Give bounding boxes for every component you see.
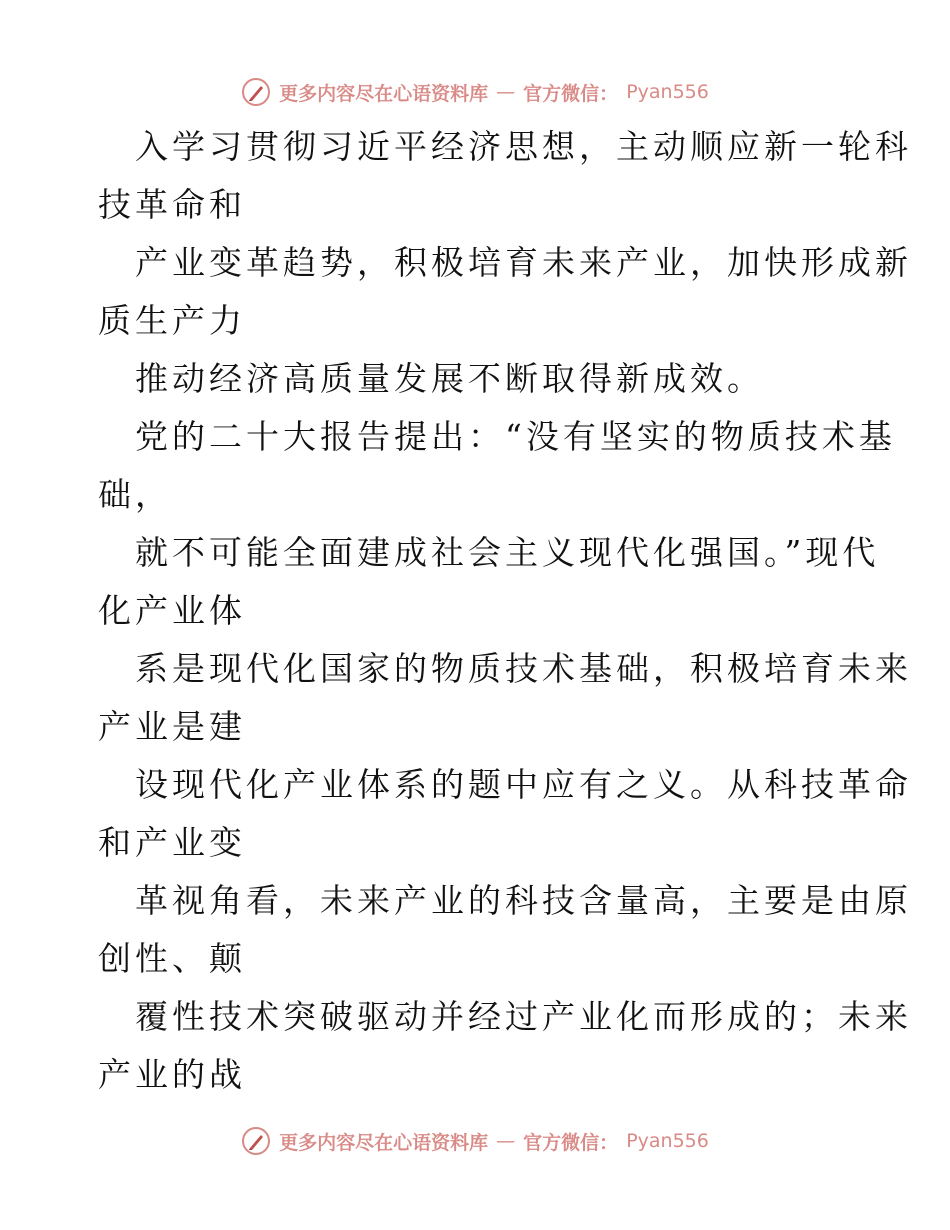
watermark-wechat-label: 官方微信： bbox=[523, 82, 619, 105]
text-line: 系是现代化国家的物质技术基础，积极培育未来 bbox=[135, 649, 912, 688]
text-line: 革视角看，未来产业的科技含量高，主要是由原 bbox=[135, 881, 912, 920]
text-line: 设现代化产业体系的题中应有之义。从科技革命 bbox=[135, 765, 912, 804]
text-line: 质生产力 bbox=[98, 301, 246, 340]
text-line: 产业的战 bbox=[98, 1055, 246, 1094]
header-watermark bbox=[0, 72, 950, 112]
feather-pen-icon bbox=[241, 77, 271, 107]
text-line: 覆性技术突破驱动并经过产业化而形成的；未来 bbox=[135, 997, 912, 1036]
feather-pen-icon bbox=[241, 1126, 271, 1156]
watermark-text: 更多内容尽在心语资料库 bbox=[279, 82, 489, 105]
text-line: 入学习贯彻习近平经济思想，主动顺应新一轮科 bbox=[135, 127, 912, 166]
text-line: 就不可能全面建成社会主义现代化强国。”现代 bbox=[135, 533, 880, 572]
footer-watermark bbox=[0, 1121, 950, 1161]
text-line: 产业变革趋势，积极培育未来产业，加快形成新 bbox=[135, 243, 912, 282]
text-line: 和产业变 bbox=[98, 823, 246, 862]
watermark-wechat-id: Pyan556 bbox=[626, 1130, 709, 1152]
watermark-text: 更多内容尽在心语资料库 bbox=[279, 1131, 489, 1154]
text-line: 推动经济高质量发展不断取得新成效。 bbox=[135, 359, 764, 398]
text-line: 党的二十大报告提出：“没有坚实的物质技术基 bbox=[135, 417, 896, 456]
watermark-wechat-label: 官方微信： bbox=[523, 1131, 619, 1154]
watermark-separator: — bbox=[496, 1130, 516, 1152]
watermark-separator: — bbox=[496, 81, 516, 103]
text-line: 化产业体 bbox=[98, 591, 246, 630]
watermark-wechat-id: Pyan556 bbox=[626, 81, 709, 103]
text-line: 础， bbox=[98, 475, 172, 514]
text-line: 技革命和 bbox=[98, 185, 246, 224]
text-line: 创性、颠 bbox=[98, 939, 246, 978]
document-body bbox=[98, 118, 912, 1104]
text-line: 产业是建 bbox=[98, 707, 246, 746]
